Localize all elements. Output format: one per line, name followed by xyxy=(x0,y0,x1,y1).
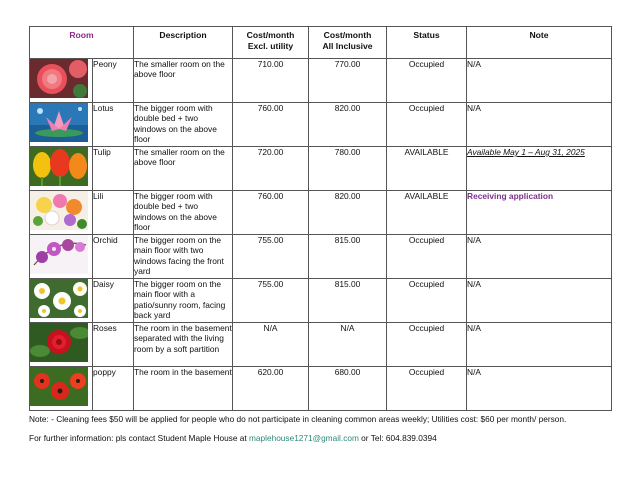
room-cost-incl: 680.00 xyxy=(309,367,387,411)
room-cost-incl: 770.00 xyxy=(309,59,387,103)
room-photo-cell xyxy=(30,147,93,191)
room-status: AVAILABLE xyxy=(387,191,467,235)
room-name: poppy xyxy=(93,367,134,411)
room-status: AVAILABLE xyxy=(387,147,467,191)
header-cost-excl-line1: Cost/month xyxy=(246,30,295,40)
poppy-photo xyxy=(30,367,88,406)
room-status: Occupied xyxy=(387,59,467,103)
footer-note: Note: - Cleaning fees $50 will be applied for people who do not participate in cleaning common areas weekly; Utilities cost: $60 per month/ person. xyxy=(29,414,567,424)
daisy-photo xyxy=(30,279,88,318)
lotus-photo xyxy=(30,103,88,142)
room-cost-incl: N/A xyxy=(309,323,387,367)
room-note: N/A xyxy=(467,59,612,103)
header-cost-incl-line2: All Inclusive xyxy=(322,41,373,51)
rooms-table xyxy=(29,26,612,411)
room-note: N/A xyxy=(467,103,612,147)
header-cost-excl-line2: Excl. utility xyxy=(247,41,294,51)
peony-photo xyxy=(30,59,88,98)
room-name: Orchid xyxy=(93,235,134,279)
orchid-photo xyxy=(30,235,88,274)
header-room: Room xyxy=(30,27,134,59)
header-cost-incl-line1: Cost/month xyxy=(323,30,372,40)
room-description: The room in the basement separated with the living room by a soft partition xyxy=(134,323,233,367)
room-note: N/A xyxy=(467,367,612,411)
room-name: Lili xyxy=(93,191,134,235)
room-name: Tulip xyxy=(93,147,134,191)
footer-contact xyxy=(29,433,437,443)
room-cost-excl: 755.00 xyxy=(233,235,309,279)
room-cost-incl: 815.00 xyxy=(309,235,387,279)
room-photo-cell xyxy=(30,235,93,279)
table-row xyxy=(30,323,612,367)
contact-prefix: For further information: pls contact Student Maple House at xyxy=(29,433,249,443)
room-description: The smaller room on the above floor xyxy=(134,59,233,103)
room-cost-excl: 755.00 xyxy=(233,279,309,323)
table-header-row xyxy=(30,27,612,59)
table-row xyxy=(30,367,612,411)
contact-email-link[interactable]: maplehouse1271@gmail.com xyxy=(248,433,359,443)
room-status: Occupied xyxy=(387,367,467,411)
table-row xyxy=(30,147,612,191)
room-note: N/A xyxy=(467,279,612,323)
room-description: The bigger room with double bed + two windows on the above floor xyxy=(134,103,233,147)
room-description: The bigger room on the main floor with a patio/sunny room, facing back yard xyxy=(134,279,233,323)
room-cost-excl: 620.00 xyxy=(233,367,309,411)
table-row xyxy=(30,191,612,235)
room-note: Receiving application xyxy=(467,191,612,235)
room-photo-cell xyxy=(30,103,93,147)
room-cost-excl: 760.00 xyxy=(233,103,309,147)
contact-suffix: or Tel: 604.839.0394 xyxy=(358,433,437,443)
room-description: The smaller room on the above floor xyxy=(134,147,233,191)
lily-photo xyxy=(30,191,88,230)
header-description: Description xyxy=(134,27,233,59)
room-cost-incl: 820.00 xyxy=(309,191,387,235)
room-status: Occupied xyxy=(387,279,467,323)
room-description: The bigger room with double bed + two windows on the above floor xyxy=(134,191,233,235)
room-photo-cell xyxy=(30,279,93,323)
header-status: Status xyxy=(387,27,467,59)
table-row xyxy=(30,103,612,147)
table-row xyxy=(30,279,612,323)
room-name: Peony xyxy=(93,59,134,103)
room-cost-incl: 780.00 xyxy=(309,147,387,191)
room-photo-cell xyxy=(30,191,93,235)
room-status: Occupied xyxy=(387,103,467,147)
room-status: Occupied xyxy=(387,323,467,367)
room-photo-cell xyxy=(30,323,93,367)
room-note: Available May 1 – Aug 31, 2025 xyxy=(467,147,612,191)
room-note: N/A xyxy=(467,323,612,367)
room-description: The bigger room on the main floor with two windows facing the front yard xyxy=(134,235,233,279)
room-cost-excl: 720.00 xyxy=(233,147,309,191)
table-row xyxy=(30,235,612,279)
room-cost-excl: 760.00 xyxy=(233,191,309,235)
header-cost-excl xyxy=(233,27,309,59)
room-cost-incl: 820.00 xyxy=(309,103,387,147)
room-photo-cell xyxy=(30,59,93,103)
header-note: Note xyxy=(467,27,612,59)
room-cost-incl: 815.00 xyxy=(309,279,387,323)
room-note: N/A xyxy=(467,235,612,279)
room-cost-excl: N/A xyxy=(233,323,309,367)
room-name: Daisy xyxy=(93,279,134,323)
tulip-photo xyxy=(30,147,88,186)
room-status: Occupied xyxy=(387,235,467,279)
room-name: Lotus xyxy=(93,103,134,147)
room-name: Roses xyxy=(93,323,134,367)
header-cost-incl xyxy=(309,27,387,59)
room-cost-excl: 710.00 xyxy=(233,59,309,103)
room-description: The room in the basement xyxy=(134,367,233,411)
rose-photo xyxy=(30,323,88,362)
table-row xyxy=(30,59,612,103)
room-photo-cell xyxy=(30,367,93,411)
